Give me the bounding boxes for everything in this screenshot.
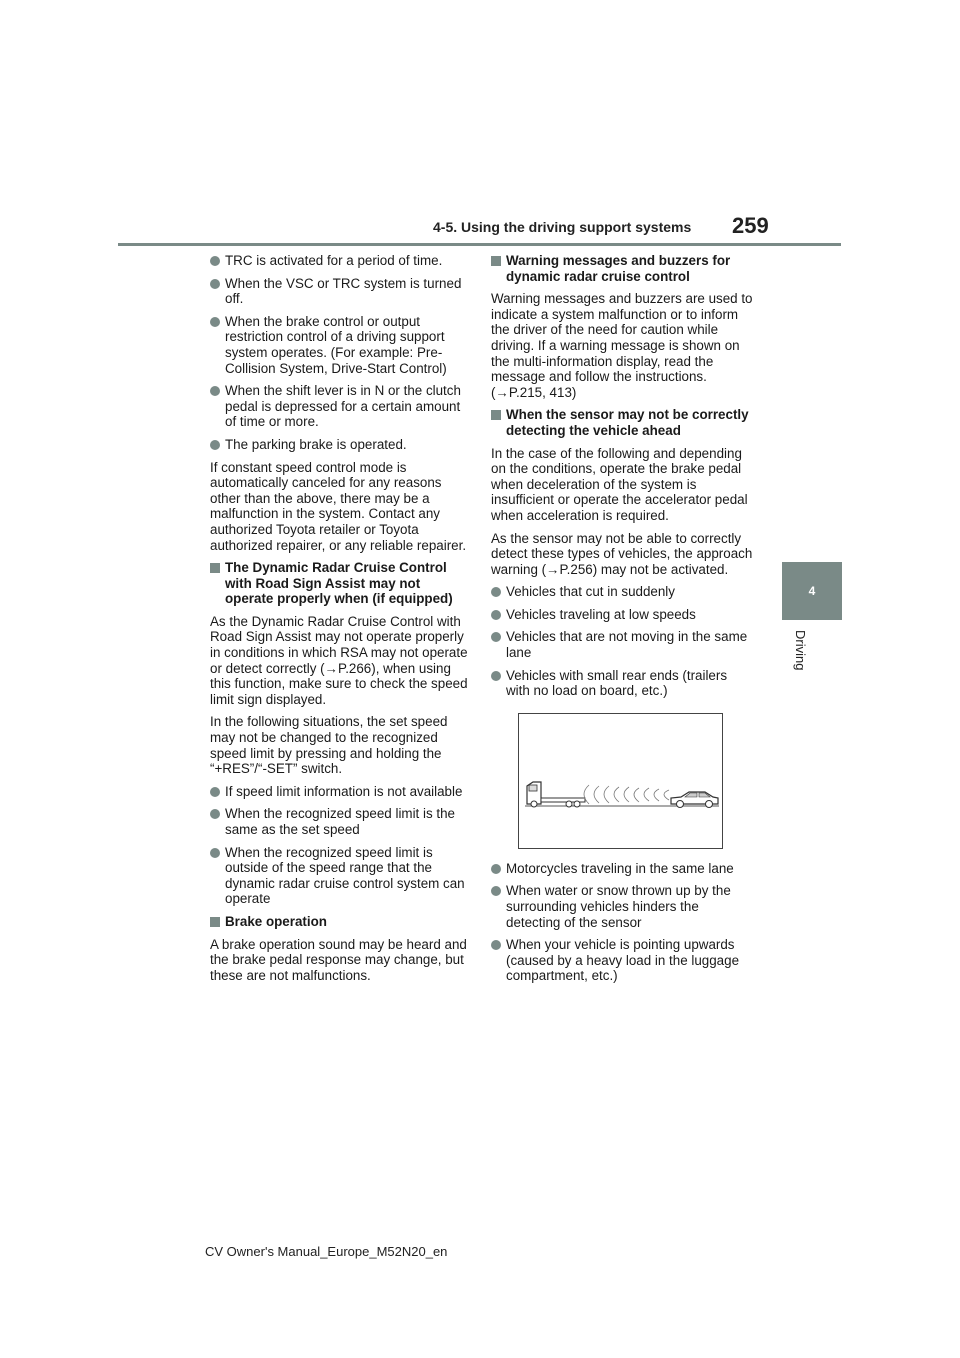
list-item: Vehicles that cut in suddenly (491, 584, 753, 600)
rsa-heading: The Dynamic Radar Cruise Control with Road Sign Assist may not operate properly when (if equipped) (210, 560, 472, 607)
list-item: Vehicles with small rear ends (trailers with no load on board, etc.) (491, 668, 753, 699)
bullet-dot-icon (210, 809, 220, 819)
bullet-dot-icon (491, 610, 501, 620)
bullet-dot-icon (210, 386, 220, 396)
bullet-dot-icon (491, 587, 501, 597)
sensor-paragraph-2: As the sensor may not be able to correctly detect these types of vehicles, the approach warning (→P.256) may not be activated. (491, 530, 753, 577)
trailer-detection-icon (519, 714, 722, 848)
section-square-icon (210, 917, 220, 927)
chapter-tab: 4 (782, 562, 842, 620)
right-column (491, 253, 753, 991)
bullet-dot-icon (210, 848, 220, 858)
cancel-paragraph: If constant speed control mode is automatically canceled for any reasons other than the above, there may be a malfunction in the system. Contact any authorized Toyota retailer or Toyota authorized repairer, or any reliable repairer. (210, 459, 467, 553)
list-item: When your vehicle is pointing upwards (caused by a heavy load in the luggage compartment, etc.) (491, 937, 753, 984)
list-item: When the brake control or output restriction control of a driving support system operates. (For example: Pre-Collision System, Drive-Start Control) (210, 314, 472, 376)
list-item: TRC is activated for a period of time. (210, 253, 472, 269)
bullet-dot-icon (491, 886, 501, 896)
bullet-dot-icon (491, 671, 501, 681)
list-item: If speed limit information is not available (210, 784, 472, 800)
list-item: Vehicles traveling at low speeds (491, 607, 753, 623)
section-square-icon (210, 563, 220, 573)
trailer-illustration (518, 713, 723, 849)
rsa-paragraph-1: As the Dynamic Radar Cruise Control with Road Sign Assist may not operate properly in conditions in which RSA may not operate or detect correctly (→P.266), when using this function, make sure to check the speed limit sign displayed. (210, 613, 468, 707)
list-item: When the recognized speed limit is the same as the set speed (210, 806, 472, 837)
sensor-heading: When the sensor may not be correctly detecting the vehicle ahead (491, 407, 753, 438)
header-divider (118, 243, 841, 246)
warning-paragraph: Warning messages and buzzers are used to indicate a system malfunction or to inform the driver of the need for caution while driving. If a warning message is shown on the multi-information display, read the message and follow the instructions. (→P.215, 413) (491, 291, 753, 400)
bullet-dot-icon (491, 864, 501, 874)
section-square-icon (491, 410, 501, 420)
brake-paragraph: A brake operation sound may be heard and the brake pedal response may change, but these are not malfunctions. (210, 936, 467, 983)
warning-heading: Warning messages and buzzers for dynamic radar cruise control (491, 253, 753, 284)
section-title: 4-5. Using the driving support systems (433, 219, 692, 235)
list-item: When the recognized speed limit is outside of the speed range that the dynamic radar cruise control system can operate (210, 845, 472, 907)
page-number: 259 (732, 213, 769, 238)
bullet-dot-icon (210, 279, 220, 289)
list-item: When the VSC or TRC system is turned off. (210, 276, 472, 307)
bullet-dot-icon (491, 940, 501, 950)
sensor-paragraph-1: In the case of the following and depending on the conditions, operate the brake pedal when deceleration of the system is insufficient or operate the accelerator pedal when acceleration is required. (491, 445, 748, 523)
bullet-dot-icon (210, 317, 220, 327)
list-item: Vehicles that are not moving in the same lane (491, 629, 753, 660)
bullet-dot-icon (210, 787, 220, 797)
list-item: When water or snow thrown up by the surrounding vehicles hinders the detecting of the sensor (491, 883, 753, 930)
bullet-dot-icon (210, 440, 220, 450)
bullet-dot-icon (210, 256, 220, 266)
left-column (210, 253, 472, 990)
section-square-icon (491, 256, 501, 266)
manual-footer: CV Owner's Manual_Europe_M52N20_en (205, 1244, 448, 1259)
list-item: When the shift lever is in N or the clutch pedal is depressed for a certain amount of time or more. (210, 383, 472, 430)
chapter-label: Driving (793, 630, 808, 671)
list-item: Motorcycles traveling in the same lane (491, 861, 753, 877)
rsa-paragraph-2: In the following situations, the set speed may not be changed to the recognized speed limit by pressing and holding the “+RES”/“-SET” switch. (210, 714, 448, 777)
bullet-dot-icon (491, 632, 501, 642)
brake-heading: Brake operation (210, 914, 472, 930)
list-item: The parking brake is operated. (210, 437, 472, 453)
